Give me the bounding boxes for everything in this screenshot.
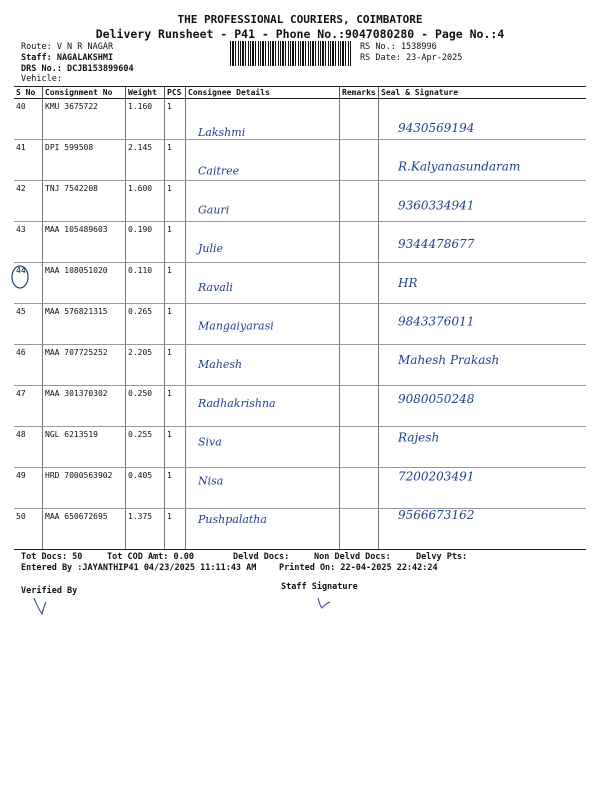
route-label: Route: V N R NAGAR xyxy=(21,42,114,52)
row-sno: 43 xyxy=(14,222,43,263)
handwritten-consignee-name: Lakshmi xyxy=(198,126,246,139)
col-signature: Seal & Signature xyxy=(379,87,587,99)
row-sno: 46 xyxy=(14,345,43,386)
staff-sign-mark xyxy=(318,598,330,608)
col-consignment: Consignment No xyxy=(43,87,126,99)
company-title: THE PROFESSIONAL COURIERS, COIMBATORE xyxy=(177,13,423,26)
handwritten-signature: 9430569194 xyxy=(398,121,475,135)
col-sno: S No xyxy=(14,87,43,99)
entered-by: Entered By :JAYANTHIP41 04/23/2025 11:11:43 AM xyxy=(21,563,257,573)
row-pcs: 1 xyxy=(165,427,186,468)
col-pcs: PCS xyxy=(165,87,186,99)
rs-date: RS Date: 23-Apr-2025 xyxy=(360,53,463,63)
row-sno: 40 xyxy=(14,99,43,140)
row-consignment: MAA 707725252 xyxy=(43,345,126,386)
row-weight: 2.205 xyxy=(126,345,165,386)
handwritten-signature: Rajesh xyxy=(398,430,440,445)
row-weight: 1.160 xyxy=(126,99,165,140)
total-cod: Tot COD Amt: 0.00 xyxy=(107,552,194,562)
delivery-points: Delvy Pts: xyxy=(416,552,468,562)
row-sno: 48 xyxy=(14,427,43,468)
handwritten-consignee-name: Mahesh xyxy=(198,358,243,372)
row-weight: 0.110 xyxy=(126,263,165,304)
row-weight: 0.190 xyxy=(126,222,165,263)
row-sno: 47 xyxy=(14,386,43,427)
row-weight: 0.265 xyxy=(126,304,165,345)
row-pcs: 1 xyxy=(165,140,186,181)
handwritten-signature: 9344478677 xyxy=(398,237,475,252)
row-sno: 50 xyxy=(14,509,43,550)
printed-on: Printed On: 22-04-2025 22:42:24 xyxy=(279,563,438,573)
row-consignment: MAA 301370302 xyxy=(43,386,126,427)
row-sno: 41 xyxy=(14,140,43,181)
row-pcs: 1 xyxy=(165,509,186,550)
handwritten-signature: HR xyxy=(398,275,418,290)
row-pcs: 1 xyxy=(165,304,186,345)
row-pcs: 1 xyxy=(165,263,186,304)
row-sno: 44 xyxy=(14,263,43,304)
handwritten-signature: 9080050248 xyxy=(398,391,475,406)
handwritten-consignee-name: Radhakrishna xyxy=(198,396,276,410)
handwritten-signature: 9566673162 xyxy=(398,508,475,522)
row-sno: 42 xyxy=(14,181,43,222)
row-consignment: DPI 599508 xyxy=(43,140,126,181)
non-delivered-docs: Non Delvd Docs: xyxy=(314,552,391,562)
row-consignment: NGL 6213519 xyxy=(43,427,126,468)
handwritten-consignee-name: Gauri xyxy=(198,203,230,217)
col-weight: Weight xyxy=(126,87,165,99)
row-pcs: 1 xyxy=(165,181,186,222)
row-consignment: KMU 3675722 xyxy=(43,99,126,140)
row-weight: 2.145 xyxy=(126,140,165,181)
delivered-docs: Delvd Docs: xyxy=(233,552,290,562)
handwritten-signature: Mahesh Prakash xyxy=(398,353,500,368)
row-consignment: MAA 105489603 xyxy=(43,222,126,263)
row-weight: 1.375 xyxy=(126,509,165,550)
drs-number: DRS No.: DCJB153899604 xyxy=(21,64,134,74)
staff-label: Staff: NAGALAKSHMI xyxy=(21,53,114,63)
handwritten-consignee-name: Mangaiyarasi xyxy=(198,319,274,333)
staff-signature-label: Staff Signature xyxy=(281,582,358,592)
handwritten-signature: 9843376011 xyxy=(398,314,475,329)
handwritten-consignee-name: Caitree xyxy=(198,164,240,178)
row-pcs: 1 xyxy=(165,222,186,263)
row-consignment: HRD 7000563902 xyxy=(43,468,126,509)
row-pcs: 1 xyxy=(165,468,186,509)
verified-by-label: Verified By xyxy=(21,586,78,596)
row-sno: 45 xyxy=(14,304,43,345)
handwritten-consignee-name: Nisa xyxy=(198,474,224,488)
row-weight: 0.255 xyxy=(126,427,165,468)
row-weight: 0.250 xyxy=(126,386,165,427)
row-consignment: TNJ 7542208 xyxy=(43,181,126,222)
runsheet-subtitle: Delivery Runsheet - P41 - Phone No.:9047080280 - Page No.:4 xyxy=(95,27,505,41)
handwritten-signature: R.Kalyanasundaram xyxy=(398,159,521,174)
row-weight: 0.405 xyxy=(126,468,165,509)
rs-number: RS No.: 1538996 xyxy=(360,42,437,52)
col-remarks: Remarks xyxy=(340,87,379,99)
row-pcs: 1 xyxy=(165,345,186,386)
handwritten-consignee-name: Julie xyxy=(198,242,224,256)
handwritten-consignee-name: Pushpalatha xyxy=(198,513,267,526)
row-consignment: MAA 576821315 xyxy=(43,304,126,345)
handwritten-signature: 9360334941 xyxy=(398,198,475,213)
row-consignment: MAA 108051020 xyxy=(43,263,126,304)
circle-mark xyxy=(12,266,28,288)
row-sno: 49 xyxy=(14,468,43,509)
handwritten-signature: 7200203491 xyxy=(398,469,475,484)
vehicle-label: Vehicle: xyxy=(21,74,62,84)
row-pcs: 1 xyxy=(165,99,186,140)
handwritten-consignee-name: Siva xyxy=(198,435,222,449)
verified-tick-mark xyxy=(34,598,46,614)
row-consignment: MAA 650672695 xyxy=(43,509,126,550)
total-docs: Tot Docs: 50 xyxy=(21,552,83,562)
col-consignee: Consignee Details xyxy=(186,87,340,99)
row-pcs: 1 xyxy=(165,386,186,427)
handwritten-consignee-name: Ravali xyxy=(198,280,233,294)
row-weight: 1.600 xyxy=(126,181,165,222)
